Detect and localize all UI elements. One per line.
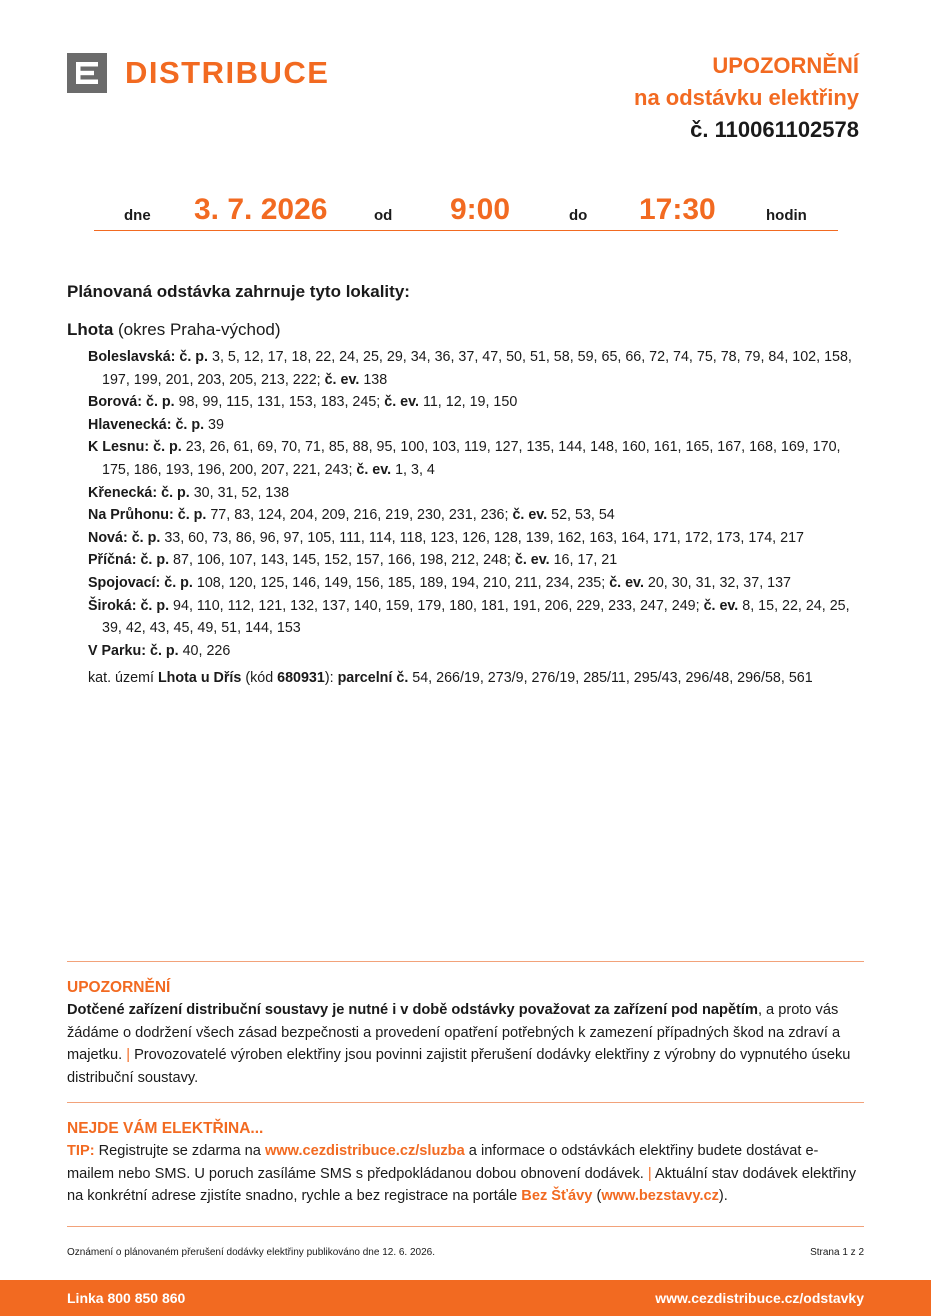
- ev-label: č. ev.: [356, 461, 392, 478]
- notice-number: č. 110061102578: [690, 117, 859, 142]
- parcel-numbers: 54, 266/19, 273/9, 276/19, 285/11, 295/43, 296/48, 296/58, 561: [412, 670, 813, 687]
- tip-text-3: Aktuální stav dodávek elektřiny na konkrétní adrese zjistíte snadno, rychle a bez registrace na portále: [67, 1165, 857, 1205]
- warning-text: [67, 999, 864, 1090]
- street-item: [88, 595, 863, 640]
- cp-numbers: 94, 110, 112, 121, 132, 137, 140, 159, 179, 180, 181, 191, 206, 229, 233, 247, 249;: [173, 597, 700, 614]
- tip-text-2: a informace o odstávkách elektřiny budete dostávat e-mailem nebo SMS. U poruch zasíláme SMS s předpokládanou dobou obnovení dodávek.: [67, 1143, 819, 1182]
- no-power-title: NEJDE VÁM ELEKTŘINA...: [67, 1120, 264, 1137]
- town-heading: [67, 320, 281, 340]
- cp-label: č. p.: [175, 416, 205, 433]
- portal-name[interactable]: Bez Šťávy: [521, 1188, 593, 1205]
- separator: |: [126, 1047, 131, 1064]
- cp-label: č. p.: [146, 394, 175, 411]
- street-name: K Lesnu:: [88, 439, 150, 456]
- footer-bar: [0, 1280, 931, 1316]
- cp-numbers: 98, 99, 115, 131, 153, 183, 245;: [178, 394, 381, 411]
- ev-numbers: 1, 3, 4: [395, 461, 435, 478]
- publication-note: Oznámení o plánovaném přerušení dodávky elektřiny publikováno dne 12. 6. 2026.: [67, 1247, 436, 1258]
- warning-text-1: , a proto vás žádáme o dodržení všech zásad bezpečnosti a provedení opatření potřebných k zamezení případných škod na zdraví a majetku.: [67, 1002, 841, 1064]
- cp-numbers: 77, 83, 124, 204, 209, 216, 219, 230, 231, 236;: [210, 507, 509, 524]
- hotline[interactable]: Linka 800 850 860: [67, 1290, 186, 1306]
- ev-label: č. ev.: [324, 371, 360, 388]
- portal-link[interactable]: www.bezstavy.cz: [601, 1188, 719, 1205]
- brand-logo: [67, 53, 329, 93]
- street-name: Hlavenecká:: [88, 416, 172, 433]
- ev-numbers: 52, 53, 54: [551, 507, 615, 524]
- ev-label: č. ev.: [514, 552, 550, 569]
- cp-label: č. p.: [140, 552, 170, 569]
- notice-heading: [634, 50, 859, 146]
- cp-numbers: 33, 60, 73, 86, 96, 97, 105, 111, 114, 118, 123, 126, 128, 139, 162, 163, 164, 171, 172, 173, 174, 217: [164, 529, 804, 546]
- street-name: Příčná:: [88, 552, 137, 569]
- cp-numbers: 87, 106, 107, 143, 145, 152, 157, 166, 198, 212, 248;: [173, 552, 511, 569]
- cp-label: č. p.: [131, 529, 161, 546]
- cp-label: č. p.: [179, 349, 209, 365]
- tip-label: TIP:: [67, 1143, 95, 1159]
- cp-label: č. p.: [164, 574, 193, 591]
- day-label: dne: [124, 207, 151, 224]
- street-name: Spojovací:: [88, 574, 161, 591]
- street-item: [88, 346, 863, 391]
- warning-title: UPOZORNĚNÍ: [67, 979, 171, 996]
- section-divider: [67, 1226, 864, 1227]
- tip-tail: ).: [718, 1188, 728, 1205]
- scope-title: Plánovaná odstávka zahrnuje tyto lokality:: [67, 282, 410, 301]
- street-name: V Parku:: [88, 642, 147, 659]
- page-number: Strana 1 z 2: [810, 1247, 864, 1258]
- cp-numbers: 3, 5, 12, 17, 18, 22, 24, 25, 29, 34, 36, 37, 47, 50, 51, 58, 59, 65, 66, 72, 74, 75, 78, 79, 84, 102, 158, 197, 199, 201, 203, 205, 213, 222;: [102, 349, 852, 388]
- no-power-text: TIP: Registrujte se zdarma na www.cezdistribuce.cz/sluzba a informace o odstávkách elektřiny budete dostávat e-mailem nebo SMS. U poruch zasíláme SMS s předpokládanou dobou obnovení dodávek. | Aktuální stav dodávek elektřiny na konkrétní adrese zjistíte snadno, rychle a bez registrace na portále Bez Šťávy (www.bezstavy.cz).: [67, 1143, 857, 1205]
- service-link[interactable]: www.cezdistribuce.cz/sluzba: [264, 1143, 465, 1159]
- cadastre-code-suffix: ):: [324, 670, 334, 687]
- street-name: Boleslavská:: [88, 349, 176, 365]
- notice-title: UPOZORNĚNÍ: [712, 53, 859, 78]
- ev-numbers: 8, 15, 22, 24, 25, 39, 42, 43, 45, 49, 51, 144, 153: [102, 597, 850, 637]
- outage-from: 9:00: [450, 193, 511, 226]
- hours-label: hodin: [766, 207, 807, 224]
- notice-subtitle: na odstávku elektřiny: [634, 85, 859, 110]
- cp-label: č. p.: [177, 507, 207, 524]
- brand-name: DISTRIBUCE: [125, 55, 330, 90]
- street-item: [88, 436, 863, 481]
- cp-label: č. p.: [150, 642, 179, 659]
- cez-logo-icon: [67, 53, 107, 93]
- ev-label: č. ev.: [609, 574, 644, 591]
- street-item: [88, 414, 863, 437]
- cp-numbers: 40, 226: [182, 642, 231, 659]
- outage-to: 17:30: [639, 193, 716, 226]
- street-name: Na Průhonu:: [88, 507, 174, 524]
- from-label: od: [374, 207, 393, 224]
- cp-label: č. p.: [153, 439, 182, 456]
- ev-label: č. ev.: [512, 507, 548, 524]
- ev-numbers: 138: [363, 371, 388, 388]
- warning-bold-text: Dotčené zařízení distribuční soustavy je nutné i v době odstávky považovat za zařízení pod napětím: [67, 1002, 758, 1018]
- warning-section: [67, 961, 864, 1090]
- street-item: [88, 504, 863, 527]
- street-name: Široká:: [88, 597, 137, 614]
- cp-numbers: 30, 31, 52, 138: [193, 484, 290, 501]
- street-list: [88, 346, 863, 690]
- street-item: [88, 391, 863, 414]
- ev-numbers: 20, 30, 31, 32, 37, 137: [647, 574, 791, 591]
- to-label: do: [569, 207, 588, 224]
- street-item: [88, 549, 863, 572]
- town-name: Lhota: [67, 320, 114, 339]
- cp-numbers: 39: [208, 416, 224, 433]
- outages-link[interactable]: www.cezdistribuce.cz/odstavky: [655, 1290, 864, 1306]
- ev-numbers: 11, 12, 19, 150: [422, 394, 518, 411]
- street-item: [88, 572, 863, 595]
- street-name: Borová:: [88, 394, 143, 411]
- warning-text-2: Provozovatelé výroben elektřiny jsou povinni zajistit přerušení dodávky elektřiny z výrobny do vypnutého úseku distribuční soustavy.: [67, 1047, 851, 1087]
- parcel-label: parcelní č.: [337, 670, 409, 687]
- street-name: Křenecká:: [88, 484, 158, 501]
- street-item: [88, 527, 863, 550]
- ev-label: č. ev.: [703, 597, 739, 614]
- outage-time-line: [94, 192, 838, 231]
- no-power-section: [67, 1102, 864, 1208]
- separator: |: [647, 1165, 652, 1182]
- cadastre-item: [88, 667, 863, 690]
- street-name: Nová:: [88, 529, 128, 546]
- cadastre-prefix: kat. území: [88, 670, 154, 687]
- cp-label: č. p.: [140, 597, 170, 614]
- town-district: (okres Praha-východ): [118, 320, 281, 339]
- street-item: [88, 482, 863, 505]
- ev-label: č. ev.: [384, 394, 419, 411]
- tip-text-1: Registrujte se zdarma na: [98, 1143, 261, 1159]
- cp-numbers: 23, 26, 61, 69, 70, 71, 85, 88, 95, 100, 103, 119, 127, 135, 144, 148, 160, 161, 165, 167, 168, 169, 170, 175, 186, 193, 196, 200, 207, 221, 243;: [102, 439, 841, 478]
- street-item: [88, 640, 863, 663]
- cp-label: č. p.: [161, 484, 190, 501]
- ev-numbers: 16, 17, 21: [553, 552, 618, 569]
- cadastre-code: 680931: [277, 670, 325, 687]
- cadastre-area: Lhota u Dřís: [157, 670, 242, 687]
- outage-date: 3. 7. 2026: [194, 193, 328, 226]
- cp-numbers: 108, 120, 125, 146, 149, 156, 185, 189, 194, 210, 211, 234, 235;: [196, 574, 606, 591]
- cadastre-code-prefix: (kód: [245, 670, 274, 687]
